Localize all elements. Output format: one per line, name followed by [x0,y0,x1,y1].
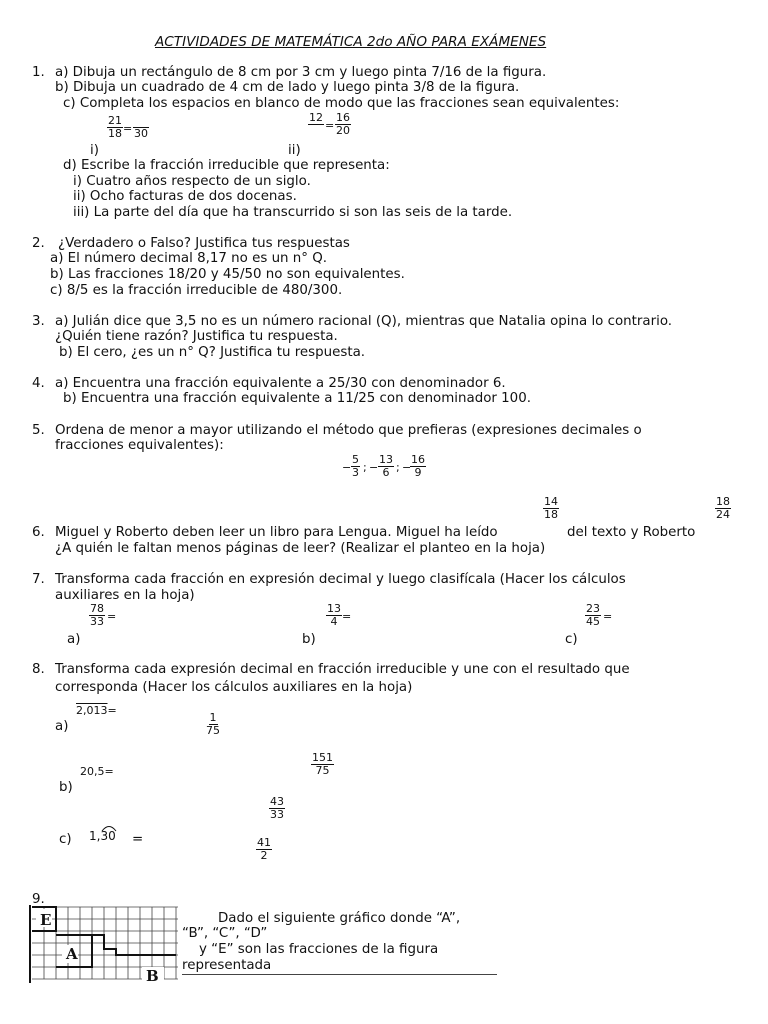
region-label-e: E [40,911,52,929]
numerator: 43 [270,795,284,808]
q1-cii-fraction-right [335,112,351,136]
q2-a-text: a) El número decimal 8,17 no es un n° Q. [50,251,328,266]
q6-number: 6. [32,525,45,540]
q7-line1: Transforma cada fracción en expresión decimal y luego clasifícala (Hacer los cálculos [55,572,626,587]
q8-result-2 [311,752,334,776]
denominator: 18 [108,126,122,140]
numerator: 151 [312,751,333,764]
q4-a-text: a) Encuentra una fracción equivalente a 25/30 con denominador 6. [55,376,506,391]
q4-b-text: b) Encuentra una fracción equivalente a 11/25 con denominador 100. [63,391,531,406]
q1-diii-text: iii) La parte del día que ha transcurrido si son las seis de la tarde. [73,205,513,220]
equals-sign: = [107,610,117,623]
blank-denominator[interactable] [308,125,324,137]
q1-di-text: i) Cuatro años respecto de un siglo. [73,174,311,189]
q7-line2: auxiliares en la hoja) [55,588,195,603]
q1-ci-fraction-right [133,115,149,140]
q9-line4: representada [182,958,272,973]
q1-a-text: a) Dibuja un rectángulo de 8 cm por 3 cm y luego pinta 7/16 de la figura. [55,65,547,80]
denominator: 2 [260,848,268,862]
denominator: 75 [206,723,220,737]
q3-a-line1: a) Julián dice que 3,5 no es un número racional (Q), mientras que Natalia opina lo contrario. [55,314,673,329]
q7-a-label: a) [67,632,81,647]
minus-sign: − [342,461,352,474]
q8-b-label: b) [59,780,73,795]
q1-ci-fraction-left [107,115,123,139]
denominator: 18 [544,507,558,521]
q6-line1b: del texto y Roberto [567,525,696,540]
denominator: 45 [586,614,600,628]
equals-sign: = [325,119,335,132]
denominator: 20 [336,123,350,137]
q1-number: 1. [32,65,45,80]
numerator: 13 [327,602,341,615]
q8-result-4 [256,837,272,861]
denominator: 75 [315,763,330,777]
equals-sign: = [123,122,133,135]
minus-sign: − [402,461,412,474]
numerator: 13 [379,453,393,466]
decimal-value: 2,013 [76,704,108,717]
q9-number: 9. [32,892,45,907]
denominator: 3 [352,465,359,479]
q8-result-1 [205,712,221,736]
denominator: 33 [90,614,104,628]
q6-fraction-miguel [543,496,559,520]
numerator: 16 [411,453,425,466]
q8-c-label: c) [59,832,72,847]
region-label-a: A [66,945,78,963]
minus-sign: − [369,461,379,474]
q3-number: 3. [32,314,45,329]
q7-b-fraction [326,603,342,627]
numerator: 23 [586,602,600,615]
q7-number: 7. [32,572,45,587]
q5-number: 5. [32,423,45,438]
q8-b-expression: 20,5= [80,765,114,778]
q2-c-text: c) 8/5 es la fracción irreducible de 480/300. [50,283,343,298]
q9-line3: y “E” son las fracciones de la figura [199,942,439,957]
equals-sign: = [603,610,613,623]
q8-line2: corresponda (Hacer los cálculos auxiliares en la hoja) [55,680,413,695]
equals-sign: = [342,610,352,623]
denominator: 30 [134,127,148,140]
q1-b-text: b) Dibuja un cuadrado de 4 cm de lado y luego pinta 3/8 de la figura. [55,80,520,95]
q8-a-expression: 2,013= [76,704,117,717]
q5-fraction-3 [410,454,426,478]
q6-line1a: Miguel y Roberto deben leer un libro para Lengua. Miguel ha leído [55,525,498,540]
q6-line2: ¿A quién le faltan menos páginas de leer? (Realizar el planteo en la hoja) [55,541,546,556]
q8-number: 8. [32,662,45,677]
denominator: 6 [382,465,390,479]
separator: ; [396,461,400,474]
q9-line1: Dado el siguiente gráfico donde “A”, [218,911,461,926]
numerator: 78 [90,602,104,615]
q8-result-3 [269,796,285,820]
q2-b-text: b) Las fracciones 18/20 y 45/50 no son equivalentes. [50,267,405,282]
page-title: ACTIVIDADES DE MATEMÁTICA 2do AÑO PARA EXÁMENES [155,34,547,50]
q1-cii-fraction-left [308,112,324,137]
denominator: 9 [414,465,422,479]
q7-b-label: b) [302,632,316,647]
q7-c-label: c) [565,632,578,647]
q8-a-label: a) [55,719,69,734]
denominator: 33 [270,807,284,821]
q1-dii-text: ii) Ocho facturas de dos docenas. [73,189,297,204]
q1-ci-label: i) [90,143,99,158]
q1-cii-label: ii) [288,143,301,158]
denominator: 4 [330,614,338,628]
q1-c-text: c) Completa los espacios en blanco de modo que las fracciones sean equivalentes: [63,96,620,111]
numerator: 12 [309,111,323,124]
numerator: 18 [716,495,730,508]
q8-c-expression [89,830,116,844]
q8-c-equals: = [132,832,144,847]
numerator: 21 [108,114,122,127]
q8-line1: Transforma cada expresión decimal en fracción irreducible y une con el resultado que [55,662,630,677]
numerator: 1 [209,711,217,724]
q7-c-fraction [585,603,601,627]
q5-line2: fracciones equivalentes): [55,438,224,453]
q3-a-line2: ¿Quién tiene razón? Justifica tu respuesta. [55,329,338,344]
q2-heading: ¿Verdadero o Falso? Justifica tus respuestas [58,236,350,251]
period-arc-icon [100,822,118,832]
q4-number: 4. [32,376,45,391]
q5-fraction-1 [351,454,360,478]
q7-a-fraction [89,603,105,627]
q5-line1: Ordena de menor a mayor utilizando el método que prefieras (expresiones decimales o [55,423,642,438]
numerator: 16 [336,111,350,124]
q9-line2: “B”, “C”, “D” [182,926,268,941]
q3-b-text: b) El cero, ¿es un n° Q? Justifica tu respuesta. [59,345,366,360]
divider-line [182,974,497,975]
q2-number: 2. [32,236,45,251]
q6-fraction-roberto [715,496,731,520]
q5-fraction-2 [378,454,394,478]
numerator: 41 [257,836,271,849]
denominator: 24 [716,507,730,521]
separator: ; [363,461,367,474]
q1-d-text: d) Escribe la fracción irreducible que representa: [63,158,390,173]
numerator: 14 [544,495,558,508]
region-label-b: B [146,967,159,985]
decimal-value: 1,30 [89,829,116,843]
numerator: 5 [352,453,359,466]
